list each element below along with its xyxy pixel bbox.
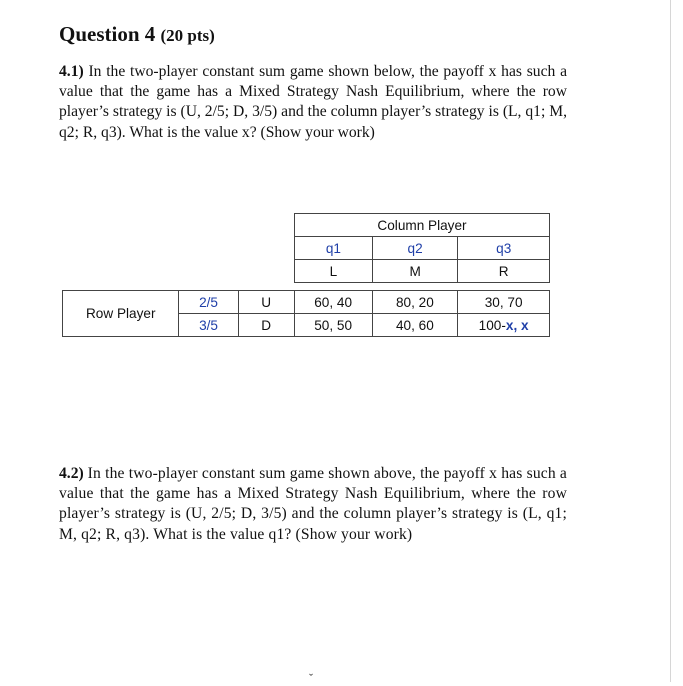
payoff-u-l: 60, 40 xyxy=(294,291,372,314)
payoff-d-r-x2: x xyxy=(521,317,529,333)
payoff-u-m: 80, 20 xyxy=(372,291,458,314)
payoff-d-r-sep: , xyxy=(513,317,521,333)
payoff-matrix xyxy=(62,290,550,337)
column-player-label: Column Player xyxy=(295,214,550,237)
row-prob-u: 2/5 xyxy=(179,291,238,314)
payoff-d-l: 50, 50 xyxy=(294,314,372,337)
col-prob-q1: q1 xyxy=(295,237,373,260)
row-player-label: Row Player xyxy=(63,291,179,337)
question-part-1 xyxy=(59,62,567,143)
payoff-d-r-x: x xyxy=(505,317,514,333)
question-part-2 xyxy=(59,464,567,545)
col-strategy-m: M xyxy=(372,260,458,283)
part-1-text: In the two-player constant sum game shown below, the payoff x has such a value that the game has a Mixed Strategy Nash Equilibrium, where the row player’s strategy is (U, 2/5; D, 3/5) and the column player’s strategy is (L, q1; M, q2; R, q3). What is the value x? (Show your work) xyxy=(59,63,567,141)
col-strategy-r: R xyxy=(458,260,550,283)
part-2-text: In the two-player constant sum game shown above, the payoff x has such a value that the game has a Mixed Strategy Nash Equilibrium, where the row player’s strategy is (U, 2/5; D, 3/5) and the column player’s strategy is (L, q1; M, q2; R, q3). What is the value q1? (Show your work) xyxy=(59,465,567,543)
page-footer-mark: ˇ xyxy=(309,671,313,685)
payoff-d-r-prefix: 100- xyxy=(478,317,506,333)
payoff-u-r: 30, 70 xyxy=(458,291,550,314)
question-points: (20 pts) xyxy=(160,26,215,45)
row-prob-d: 3/5 xyxy=(179,314,238,337)
payoff-d-r xyxy=(458,314,550,337)
payoff-d-m: 40, 60 xyxy=(372,314,458,337)
column-player-header xyxy=(294,213,550,283)
part-1-label: 4.1) xyxy=(59,63,84,80)
question-title xyxy=(59,22,215,47)
part-2-label: 4.2) xyxy=(59,465,84,482)
row-strategy-d: D xyxy=(238,314,294,337)
row-strategy-u: U xyxy=(238,291,294,314)
page-edge-rule xyxy=(670,0,671,682)
col-strategy-l: L xyxy=(295,260,373,283)
col-prob-q3: q3 xyxy=(458,237,550,260)
col-prob-q2: q2 xyxy=(372,237,458,260)
question-title-text: Question 4 xyxy=(59,22,156,46)
